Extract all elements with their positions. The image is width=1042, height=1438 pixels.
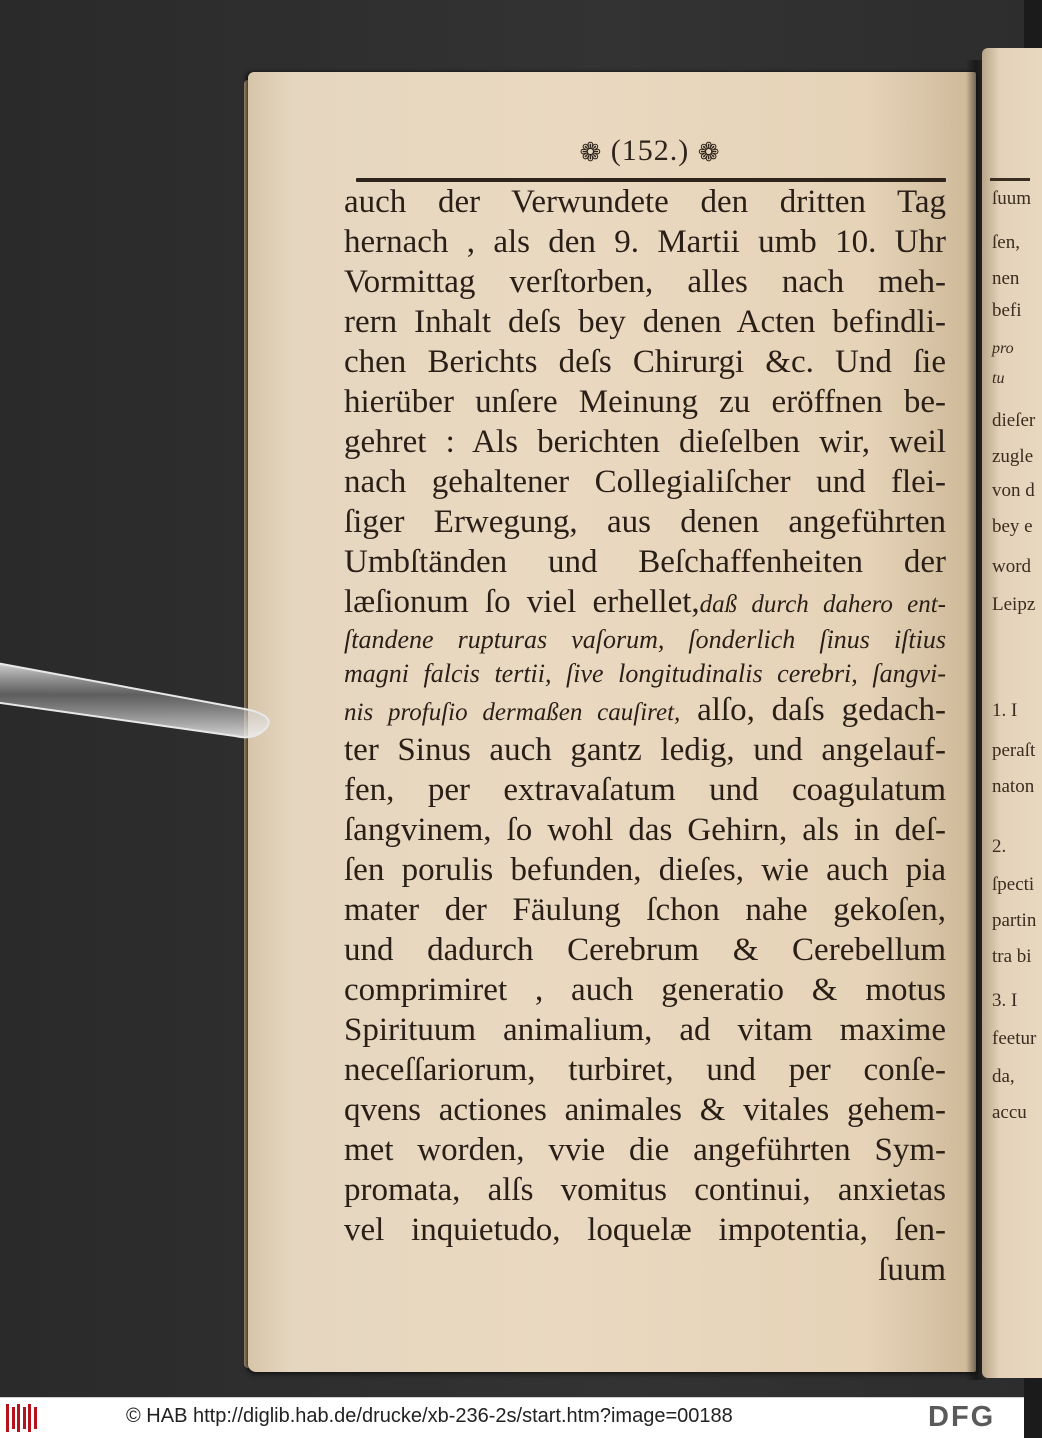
copyright-link[interactable]: © HAB http://diglib.hab.de/drucke/xb-236-2s/start.htm?image=00188 bbox=[126, 1405, 733, 1427]
text-line: ter Sinus auch gantz ledig, und angelauf- bbox=[344, 732, 946, 768]
italic-line: magni falcis tertii, ſive longitudinalis cerebri, ſangvi- bbox=[344, 659, 946, 688]
facing-page-fragment: pro bbox=[992, 340, 1014, 357]
facing-page-fragment: nen bbox=[992, 268, 1020, 289]
text-line: met worden, vvie die angeführten Sym- bbox=[344, 1132, 946, 1168]
catchword: ſuum bbox=[878, 1252, 946, 1288]
hab-logo-icon[interactable] bbox=[6, 1404, 38, 1432]
facing-page-fragment: ſuum bbox=[992, 188, 1032, 209]
text-line: Spirituum animalium, ad vitam maxime bbox=[344, 1012, 946, 1048]
hab-logo-bar bbox=[6, 1404, 9, 1432]
facing-page-fragment: tu bbox=[992, 370, 1005, 387]
text-line: vel inquietudo, loquelæ impotentia, ſen- bbox=[344, 1212, 946, 1248]
facing-page-fragment: naton bbox=[992, 776, 1035, 797]
hab-logo-bar bbox=[28, 1404, 31, 1432]
text-line-roman: læſionum ſo viel erhellet, bbox=[344, 584, 700, 620]
hab-logo-bar bbox=[34, 1407, 37, 1429]
facing-page-fragment: partin bbox=[992, 910, 1037, 931]
hab-logo-bar bbox=[17, 1404, 20, 1432]
italic-tail: daß durch dahero ent- bbox=[699, 591, 946, 618]
text-line: und dadurch Cerebrum & Cerebellum bbox=[344, 932, 946, 968]
text-line: Umbſtänden und Beſchaffenheiten der bbox=[344, 544, 946, 580]
facing-page-fragment: Leipz bbox=[992, 594, 1036, 615]
text-line-roman: alſo, daſs gedach- bbox=[680, 692, 947, 728]
facing-page-fragment: dieſer bbox=[992, 410, 1036, 431]
facing-page-fragment: 3. I bbox=[992, 990, 1018, 1011]
text-line: gehret : Als berichten dieſelben wir, weil bbox=[344, 424, 946, 460]
hab-logo-bar bbox=[12, 1407, 15, 1429]
text-line: ſangvinem, ſo wohl das Gehirn, als in deſ- bbox=[344, 812, 946, 848]
text-line: mater der Fäulung ſchon nahe gekoſen, bbox=[344, 892, 946, 928]
facing-page-fragment: 2. bbox=[992, 836, 1007, 857]
text-line-mixed bbox=[344, 582, 946, 622]
text-line: ſen porulis befunden, dieſes, wie auch pia bbox=[344, 852, 946, 888]
hab-logo-bar bbox=[23, 1407, 26, 1429]
facing-page-fragment: befi bbox=[992, 300, 1022, 321]
facing-page-fragment: feetur bbox=[992, 1028, 1037, 1049]
text-line: comprimiret , auch generatio & motus bbox=[344, 972, 946, 1008]
facing-page-fragment: tra bi bbox=[992, 946, 1032, 967]
text-line: hernach , als den 9. Martii umb 10. Uhr bbox=[344, 224, 946, 260]
text-line: hierüber unſere Meinung zu eröffnen be- bbox=[344, 384, 946, 420]
text-block bbox=[344, 182, 946, 1290]
text-line: rern Inhalt deſs bey denen Acten befindli- bbox=[344, 304, 946, 340]
italic-line: ſtandene rupturas vaſorum, ſonderlich ſinus iſtius bbox=[344, 625, 946, 654]
page-number: (152.) bbox=[610, 134, 690, 167]
dfg-logo[interactable]: DFG bbox=[928, 1401, 996, 1433]
text-line: fen, per extravaſatum und coagulatum bbox=[344, 772, 946, 808]
facing-page-fragment: accu bbox=[992, 1102, 1027, 1123]
text-line: chen Berichts deſs Chirurgi &c. Und ſie bbox=[344, 344, 946, 380]
ornament-right-icon: ❁ bbox=[697, 138, 721, 168]
italic-line: nis profuſio dermaßen cauſiret, bbox=[344, 699, 681, 726]
text-line-mixed bbox=[344, 690, 946, 730]
facing-page-fragment: peraſt bbox=[992, 740, 1036, 761]
facing-page-rule bbox=[990, 178, 1030, 181]
text-line: nach gehaltener Collegialiſcher und flei- bbox=[344, 464, 946, 500]
facing-page-fragment: zugle bbox=[992, 446, 1034, 467]
facing-page-fragment: word bbox=[992, 556, 1032, 577]
facing-page-fragment: da, bbox=[992, 1066, 1015, 1087]
text-line: qvens actiones animales & vitales gehem- bbox=[344, 1092, 946, 1128]
footer-bar bbox=[0, 1397, 1024, 1438]
text-line: Vormittag verſtorben, alles nach meh- bbox=[344, 264, 946, 300]
page-header bbox=[560, 134, 740, 168]
ornament-left-icon: ❁ bbox=[579, 138, 603, 168]
text-line: auch der Verwundete den dritten Tag bbox=[344, 184, 946, 220]
facing-page-fragment: ſpecti bbox=[992, 874, 1035, 895]
text-line: ſiger Erwegung, aus denen angeführten bbox=[344, 504, 946, 540]
facing-page-fragment: von d bbox=[992, 480, 1035, 501]
facing-page-fragment: bey e bbox=[992, 516, 1033, 537]
facing-page-fragment: ſen, bbox=[992, 232, 1020, 253]
text-line: promata, alſs vomitus continui, anxietas bbox=[344, 1172, 946, 1208]
facing-page-fragment: 1. I bbox=[992, 700, 1018, 721]
text-line: neceſſariorum, turbiret, und per conſe- bbox=[344, 1052, 946, 1088]
